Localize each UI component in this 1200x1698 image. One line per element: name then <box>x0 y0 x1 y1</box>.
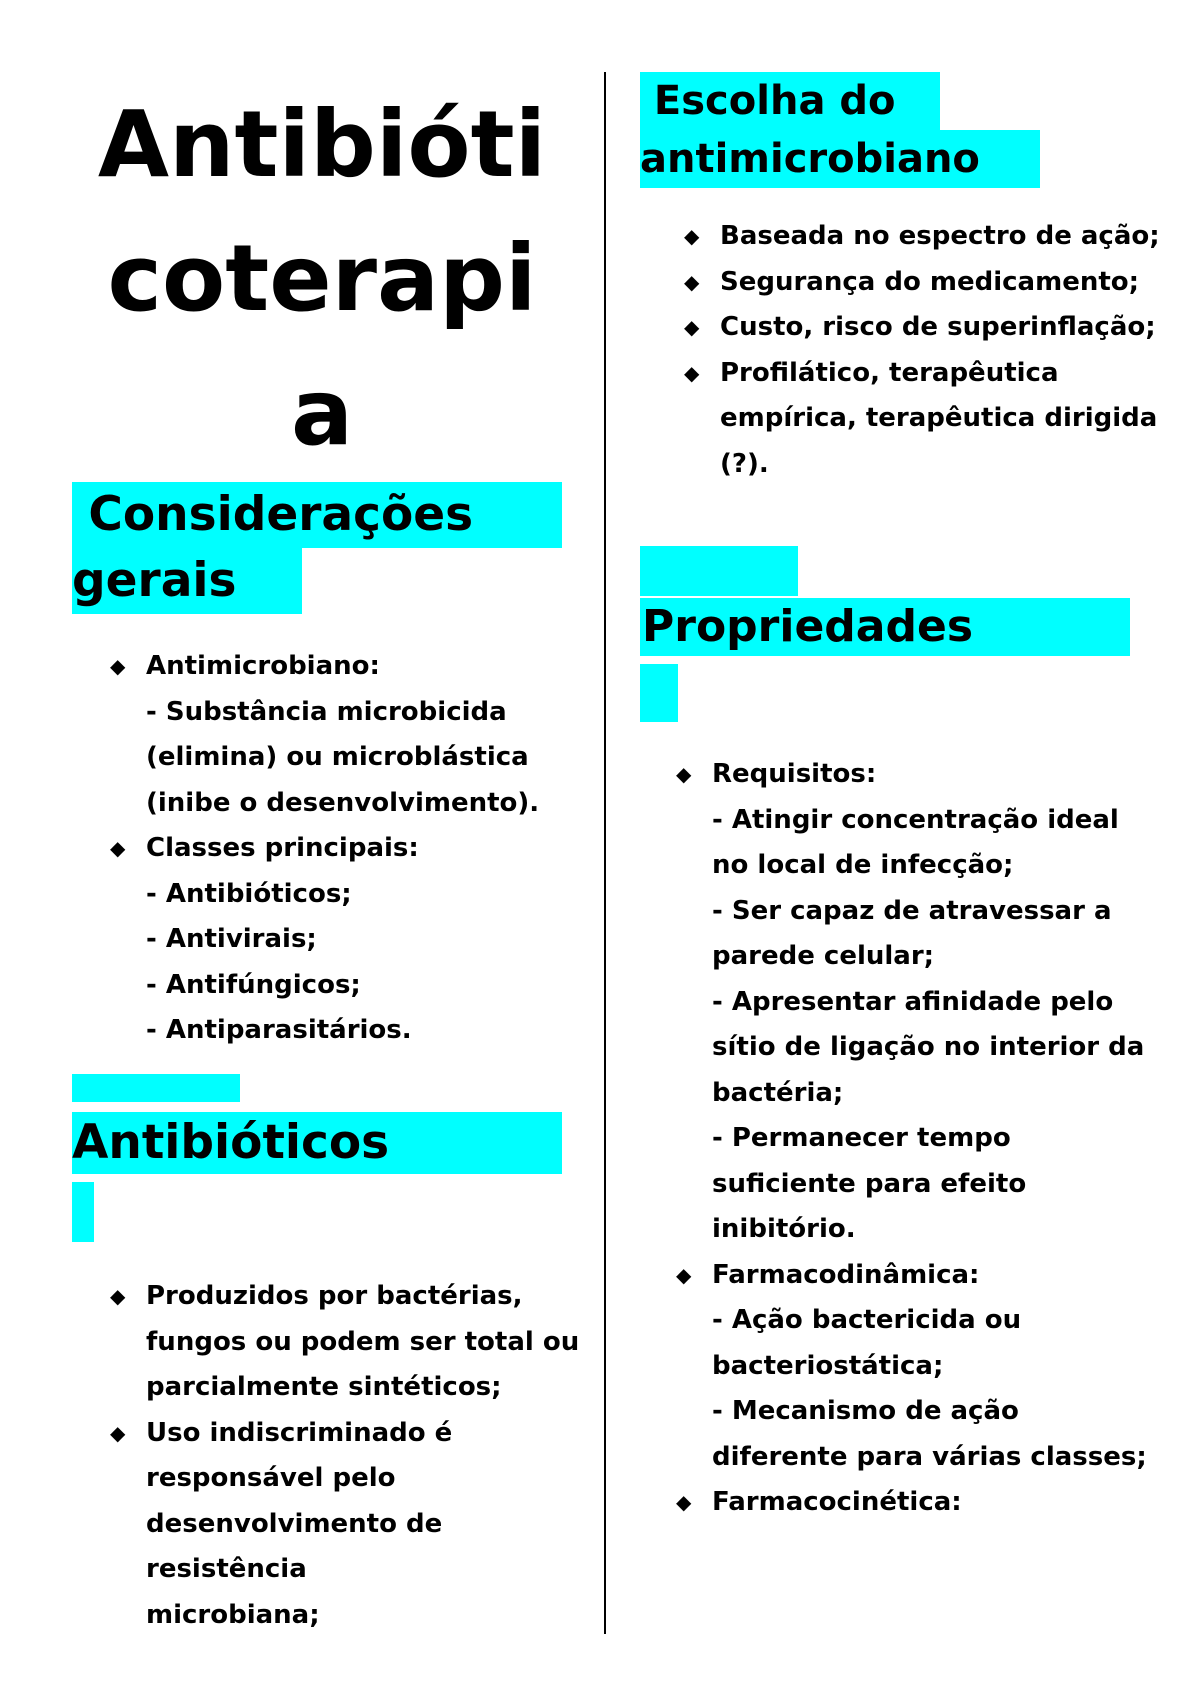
list-item-label: Classes principais: <box>146 833 419 863</box>
main-title <box>72 78 572 480</box>
list-item-subline: - Substância microbicida <box>146 696 507 727</box>
main-title-line: coterapi <box>107 225 537 332</box>
heading-propriedades <box>642 598 973 656</box>
list-item <box>110 826 580 1054</box>
list-antibioticos <box>110 1274 590 1638</box>
heading-text: Propriedades <box>642 601 974 652</box>
list-item-subline: - Ser capaz de atravessar a <box>712 895 1112 926</box>
list-item-label: Farmacodinâmica: <box>712 1259 980 1290</box>
main-title-line: a <box>290 359 354 466</box>
list-item-subline: sítio de ligação no interior da <box>712 1032 1145 1062</box>
list-item <box>684 260 1184 306</box>
column-divider <box>604 72 606 1634</box>
highlight-block <box>640 664 678 722</box>
diamond-bullet-icon: ◆ <box>684 315 700 339</box>
heading-escolha-antimicrobiano <box>640 72 1040 188</box>
list-item <box>110 1274 590 1411</box>
list-item-line: Produzidos por bactérias, <box>146 1281 523 1311</box>
diamond-bullet-icon: ◆ <box>676 1490 692 1514</box>
list-item-label: Antimicrobiano: <box>146 651 380 681</box>
list-item-subline: - Mecanismo de ação <box>712 1396 1019 1426</box>
diamond-bullet-icon: ◆ <box>684 224 700 248</box>
main-title-line: Antibióti <box>97 91 547 198</box>
list-item-subline: - Antibióticos; <box>146 878 352 909</box>
highlight-block <box>72 1182 94 1242</box>
list-item-line: Profilático, terapêutica <box>720 357 1059 388</box>
list-item-subline: - Ação bactericida ou <box>712 1305 1022 1335</box>
list-item-label: Requisitos: <box>712 759 877 789</box>
list-item <box>676 1480 1186 1526</box>
list-item-subline: - Antivirais; <box>146 924 317 954</box>
list-item-subline: bacteriostática; <box>712 1350 944 1381</box>
diamond-bullet-icon: ◆ <box>110 1284 126 1308</box>
list-propriedades <box>676 752 1186 1526</box>
heading-line: Escolha do <box>640 72 940 130</box>
diamond-bullet-icon: ◆ <box>676 1262 692 1287</box>
heading-line: antimicrobiano <box>640 130 1040 188</box>
heading-line: gerais <box>72 548 302 614</box>
list-item-subline: - Antifúngicos; <box>146 969 361 1000</box>
list-item <box>684 351 1184 488</box>
heading-antibioticos <box>72 1112 389 1174</box>
list-item-line: responsável pelo <box>146 1463 396 1493</box>
list-item <box>110 1411 590 1639</box>
diamond-bullet-icon: ◆ <box>110 836 126 860</box>
highlight-block <box>640 546 798 596</box>
heading-text: Antibióticos <box>72 1115 390 1170</box>
list-item-line: Custo, risco de superinflação; <box>720 312 1156 342</box>
list-item-line: fungos ou podem ser total ou <box>146 1326 580 1357</box>
list-item-subline: no local de infecção; <box>712 850 1014 880</box>
list-item-subline: - Apresentar afinidade pelo <box>712 986 1114 1017</box>
list-escolha <box>684 214 1184 487</box>
list-item-subline: (inibe o desenvolvimento). <box>146 787 540 818</box>
list-item-subline: - Antiparasitários. <box>146 1015 412 1045</box>
list-consideracoes <box>110 644 580 1054</box>
list-item-subline: - Atingir concentração ideal <box>712 804 1119 835</box>
list-item-subline: bactéria; <box>712 1077 844 1108</box>
heading-line: Considerações <box>72 482 562 548</box>
diamond-bullet-icon: ◆ <box>110 654 126 678</box>
list-item-line: Segurança do medicamento; <box>720 266 1140 297</box>
list-item <box>684 305 1184 351</box>
list-item <box>684 214 1184 260</box>
list-item-line: (?). <box>720 448 769 479</box>
highlight-block <box>72 1074 240 1102</box>
diamond-bullet-icon: ◆ <box>684 360 700 385</box>
list-item-subline: suficiente para efeito <box>712 1168 1027 1199</box>
list-item-label: Farmacocinética: <box>712 1487 962 1517</box>
heading-consideracoes-gerais <box>72 482 562 614</box>
list-item-subline: - Permanecer tempo <box>712 1123 1011 1153</box>
list-item <box>676 1253 1186 1481</box>
list-item-subline: parede celular; <box>712 941 935 971</box>
diamond-bullet-icon: ◆ <box>684 269 700 294</box>
list-item <box>676 752 1186 1253</box>
list-item-subline: inibitório. <box>712 1214 856 1244</box>
list-item-line: microbiana; <box>146 1599 320 1630</box>
list-item <box>110 644 580 826</box>
list-item-line: empírica, terapêutica dirigida <box>720 403 1158 433</box>
list-item-line: Uso indiscriminado é <box>146 1417 453 1448</box>
diamond-bullet-icon: ◆ <box>110 1420 126 1445</box>
list-item-subline: (elimina) ou microblástica <box>146 742 529 772</box>
diamond-bullet-icon: ◆ <box>676 762 692 786</box>
list-item-line: Baseada no espectro de ação; <box>720 221 1160 251</box>
list-item-line: desenvolvimento de resistência <box>146 1508 443 1584</box>
list-item-subline: diferente para várias classes; <box>712 1441 1147 1472</box>
list-item-line: parcialmente sintéticos; <box>146 1372 502 1402</box>
